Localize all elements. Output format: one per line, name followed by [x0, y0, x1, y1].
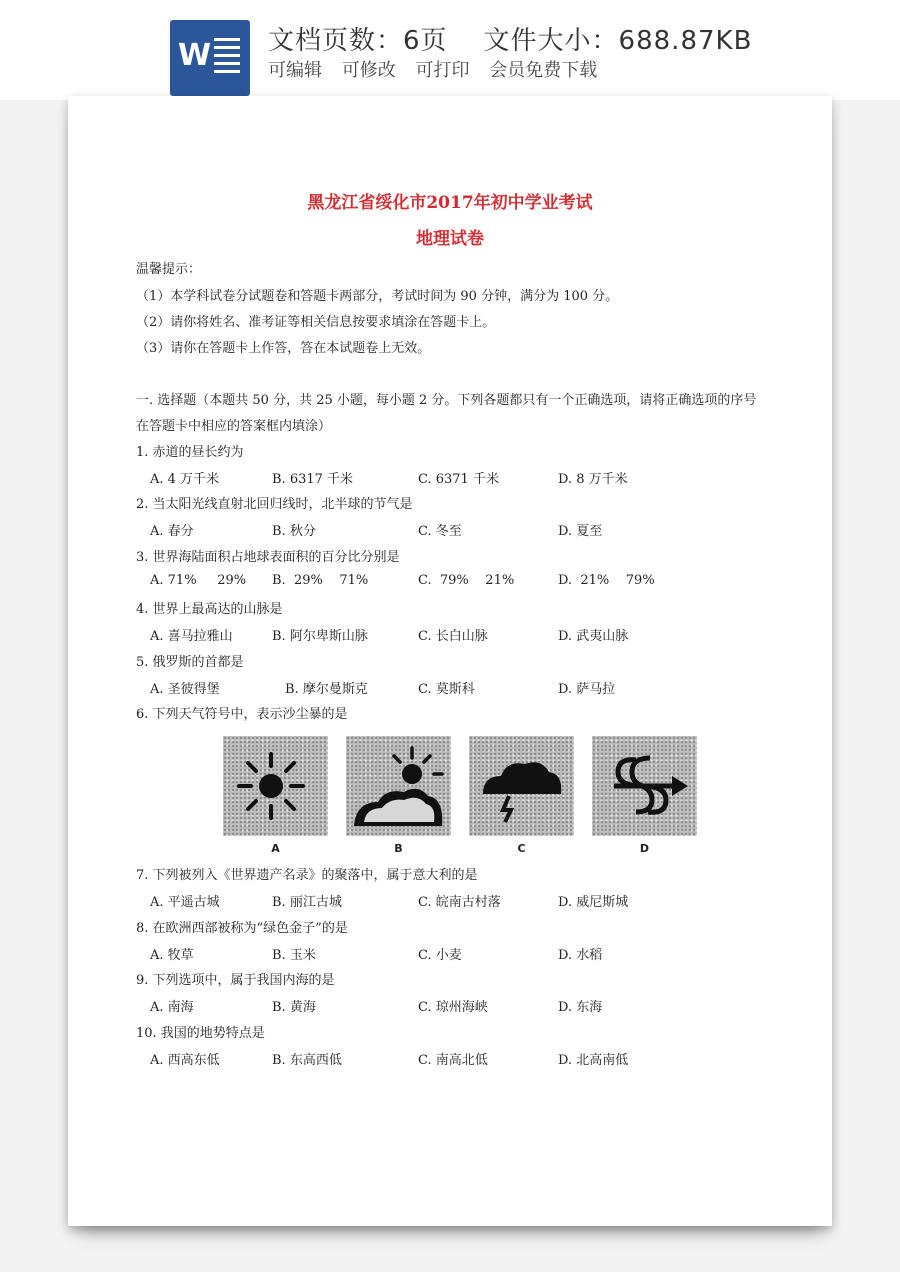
option-d: D. 21% 79% [558, 573, 655, 588]
option-c: C. 小麦 [418, 948, 462, 963]
option-a: A. 4 万千米 [150, 472, 220, 487]
option-c: C. 长白山脉 [418, 629, 488, 644]
option-c: C. 南高北低 [418, 1053, 488, 1068]
option-d: D. 武夷山脉 [558, 629, 629, 644]
question-1: 1. 赤道的昼长约为 [136, 445, 244, 460]
option-c: C. 皖南古村落 [418, 895, 501, 910]
option-d: D. 北高南低 [558, 1053, 629, 1068]
question-5: 5. 俄罗斯的首都是 [136, 655, 244, 670]
option-b: B. 摩尔曼斯克 [285, 682, 368, 697]
option-b: B. 6317 千米 [272, 472, 354, 487]
question-2-options [150, 520, 710, 538]
option-a: A. 平遥古城 [150, 895, 220, 910]
option-c: C. 6371 千米 [418, 472, 499, 487]
section-instructions: 一. 选择题（本题共 50 分，共 25 小题，每小题 2 分。下列各题都只有一个正确选项，请将正确选项的序号 [136, 393, 757, 408]
option-c: C. 琼州海峡 [418, 1000, 488, 1015]
option-d: D. 萨马拉 [558, 682, 616, 697]
page-count: 文档页数：6页 [268, 26, 448, 56]
weather-label-a: A [271, 842, 280, 855]
option-a: A. 喜马拉雅山 [150, 629, 233, 644]
question-7-options [150, 891, 710, 909]
word-document-icon [170, 20, 250, 96]
tip-2: （2）请你将姓名、准考证等相关信息按要求填涂在答题卡上。 [136, 315, 496, 330]
option-d: D. 夏至 [558, 524, 603, 539]
tag-printable: 可打印 [415, 60, 470, 81]
question-10-options [150, 1049, 710, 1067]
weather-label-d: D [639, 842, 650, 855]
question-8-options [150, 944, 710, 962]
option-b: B. 东高西低 [272, 1053, 342, 1068]
question-8: 8. 在欧洲西部被称为“绿色金子”的是 [136, 921, 348, 936]
question-2: 2. 当太阳光线直射北回归线时，北半球的节气是 [136, 497, 413, 512]
option-b: B. 阿尔卑斯山脉 [272, 629, 368, 644]
question-4-options [150, 625, 710, 643]
option-b: B. 29% 71% [272, 573, 369, 588]
option-d: D. 水稻 [558, 948, 603, 963]
option-a: A. 南海 [150, 1000, 194, 1015]
download-banner [0, 0, 900, 100]
weather-label-c: C [517, 842, 526, 855]
question-9-options [150, 996, 710, 1014]
question-10: 10. 我国的地势特点是 [136, 1026, 265, 1041]
exam-title: 黑龙江省绥化市2017年初中学业考试 [307, 193, 593, 213]
option-c: C. 79% 21% [418, 573, 515, 588]
tip-3: （3）请你在答题卡上作答，答在本试题卷上无效。 [136, 341, 431, 356]
word-logo-lines [214, 38, 240, 80]
weather-symbols-figure [223, 736, 693, 861]
option-c: C. 冬至 [418, 524, 462, 539]
tip-1: （1）本学科试卷分试题卷和答题卡两部分，考试时间为 90 分钟，满分为 100 分。 [136, 289, 619, 304]
sun-icon [223, 736, 328, 836]
option-a: A. 71% 29% [150, 573, 247, 588]
question-3-options [150, 573, 710, 591]
question-3: 3. 世界海陆面积占地球表面积的百分比分别是 [136, 550, 400, 565]
question-4: 4. 世界上最高达的山脉是 [136, 602, 283, 617]
option-b: B. 玉米 [272, 948, 316, 963]
sun-cloud-icon [346, 736, 451, 836]
word-logo-letter: W [178, 38, 212, 73]
question-9: 9. 下列选项中，属于我国内海的是 [136, 973, 335, 988]
weather-label-b: B [394, 842, 403, 855]
option-b: B. 黄海 [272, 1000, 316, 1015]
tag-member-download[interactable]: 会员免费下载 [489, 60, 598, 81]
option-b: B. 秋分 [272, 524, 316, 539]
option-d: D. 威尼斯城 [558, 895, 629, 910]
tag-editable: 可编辑 [268, 60, 322, 81]
option-a: A. 西高东低 [150, 1053, 220, 1068]
section-instructions-cont: 在答题卡中相应的答案框内填涂） [136, 419, 332, 434]
question-6: 6. 下列天气符号中，表示沙尘暴的是 [136, 707, 348, 722]
exam-subject: 地理试卷 [416, 229, 484, 249]
file-info [268, 20, 752, 57]
thunderstorm-icon [469, 736, 574, 836]
option-a: A. 圣彼得堡 [150, 682, 220, 697]
option-d: D. 东海 [558, 1000, 603, 1015]
question-1-options [150, 468, 710, 486]
question-5-options [150, 678, 710, 696]
option-a: A. 春分 [150, 524, 194, 539]
option-a: A. 牧草 [150, 948, 194, 963]
sandstorm-icon [592, 736, 697, 836]
option-c: C. 莫斯科 [418, 682, 475, 697]
question-7: 7. 下列被列入《世界遗产名录》的聚落中，属于意大利的是 [136, 868, 478, 883]
tag-modifiable: 可修改 [341, 60, 396, 81]
option-d: D. 8 万千米 [558, 472, 628, 487]
feature-tags [268, 56, 611, 82]
file-size: 文件大小：688.87KB [483, 26, 753, 56]
option-b: B. 丽江古城 [272, 895, 342, 910]
document-page [68, 96, 832, 1226]
tips-heading: 温馨提示： [136, 262, 202, 277]
